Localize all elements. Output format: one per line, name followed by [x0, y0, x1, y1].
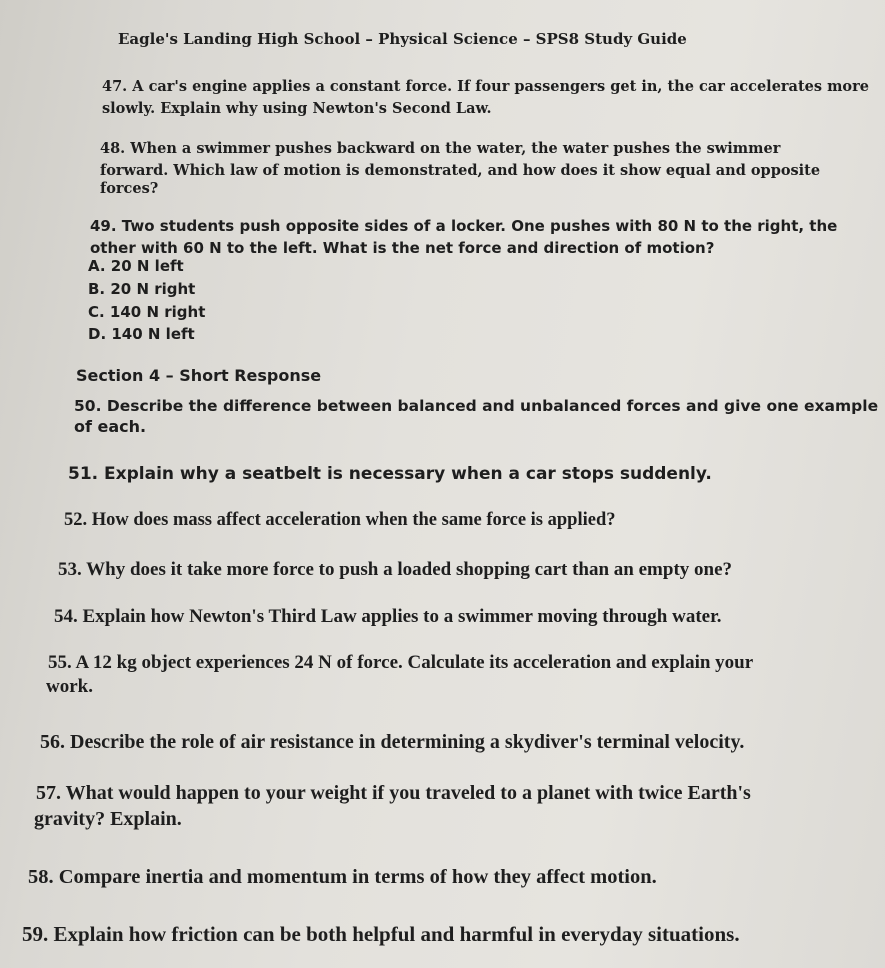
answer-option-d: D. 140 N left [88, 325, 195, 343]
section-4-heading: Section 4 – Short Response [76, 366, 322, 385]
question-49-line-2: other with 60 N to the left. What is the net force and direction of motion? [90, 239, 715, 257]
question-55-line-1: 55. A 12 kg object experiences 24 N of force. Calculate its acceleration and explain your [48, 652, 754, 673]
question-51: 51. Explain why a seatbelt is necessary when a car stops suddenly. [68, 464, 712, 484]
answer-option-b: B. 20 N right [88, 280, 196, 298]
question-50-line-1: 50. Describe the difference between balanced and unbalanced forces and give one example [74, 397, 879, 415]
question-50-line-2: of each. [74, 417, 147, 436]
question-48-line-3: forces? [100, 180, 159, 197]
question-57-line-1: 57. What would happen to your weight if you traveled to a planet with twice Earth's [36, 782, 751, 804]
question-59: 59. Explain how friction can be both helpful and harmful in everyday situations. [22, 922, 740, 946]
question-49-line-1: 49. Two students push opposite sides of a locker. One pushes with 80 N to the right, the [90, 217, 838, 235]
question-58: 58. Compare inertia and momentum in terms of how they affect motion. [28, 866, 657, 888]
question-53: 53. Why does it take more force to push a loaded shopping cart than an empty one? [58, 559, 733, 580]
answer-option-c: C. 140 N right [88, 303, 206, 321]
question-52: 52. How does mass affect acceleration when the same force is applied? [64, 510, 616, 530]
question-57-line-2: gravity? Explain. [34, 808, 182, 830]
question-47-line-1: 47. A car's engine applies a constant force. If four passengers get in, the car accelerates more [102, 78, 869, 95]
question-55-line-2: work. [46, 676, 93, 697]
document-header: Eagle's Landing High School – Physical Science – SPS8 Study Guide [118, 30, 687, 48]
question-56: 56. Describe the role of air resistance in determining a skydiver's terminal velocity. [40, 731, 745, 753]
question-47-line-2: slowly. Explain why using Newton's Second Law. [102, 100, 492, 117]
question-54: 54. Explain how Newton's Third Law applies to a swimmer moving through water. [54, 606, 722, 627]
question-48-line-1: 48. When a swimmer pushes backward on the water, the water pushes the swimmer [100, 140, 781, 157]
question-48-line-2: forward. Which law of motion is demonstrated, and how does it show equal and opposite [100, 162, 821, 179]
answer-option-a: A. 20 N left [88, 257, 184, 275]
